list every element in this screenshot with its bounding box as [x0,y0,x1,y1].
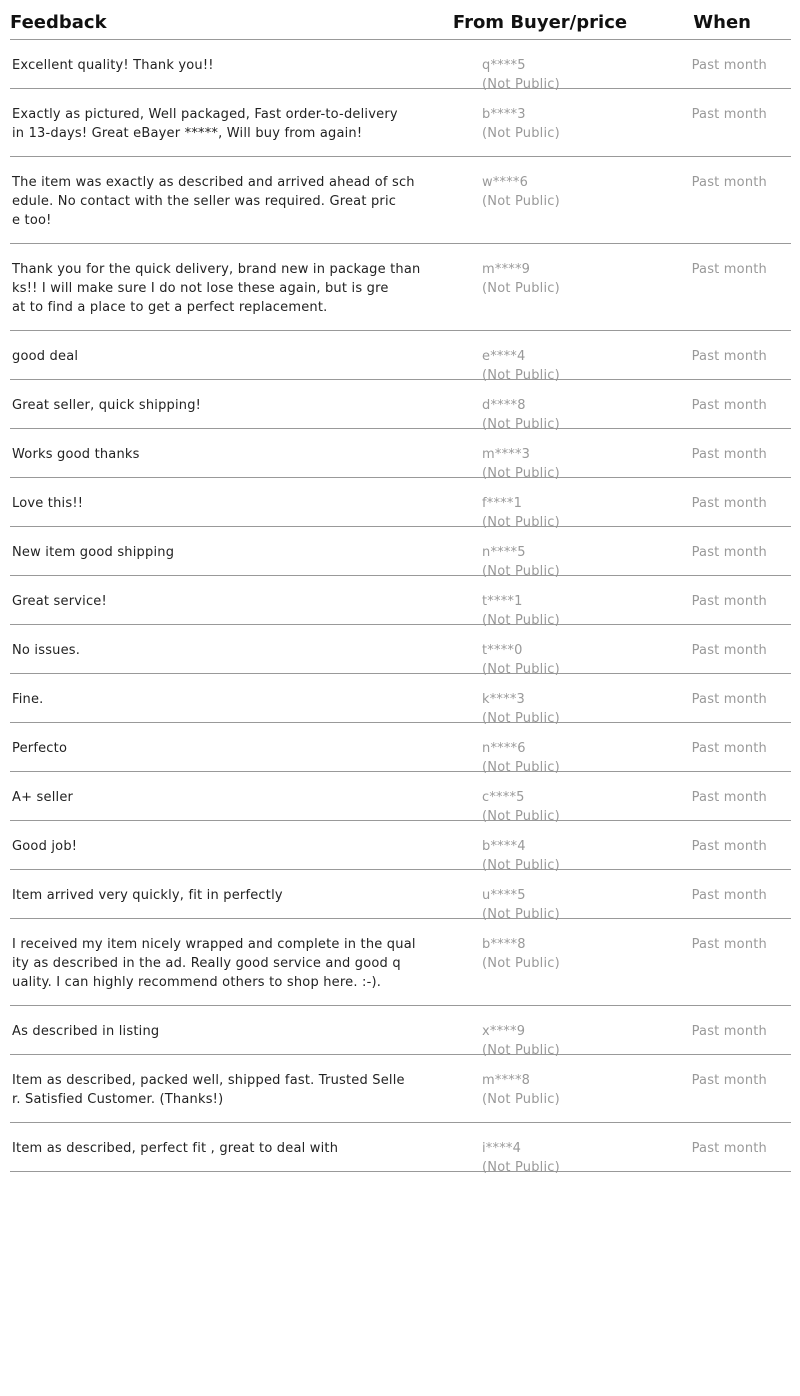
feedback-when: Past month [691,741,767,756]
feedback-when: Past month [691,692,767,707]
price-not-public: (Not Public) [482,194,560,209]
feedback-comment: A+ seller [12,790,74,805]
feedback-when: Past month [691,496,767,511]
table-row [10,625,791,677]
buyer-cell [432,772,682,824]
buyer-id: b****3 [482,107,526,122]
price-not-public: (Not Public) [482,907,560,922]
table-row [10,429,791,481]
price-not-public: (Not Public) [482,858,560,873]
price-not-public: (Not Public) [482,515,560,530]
buyer-cell [432,576,682,628]
feedback-when: Past month [691,594,767,609]
price-not-public: (Not Public) [482,711,560,726]
buyer-id: b****8 [482,937,526,952]
buyer-cell [432,331,682,383]
price-not-public: (Not Public) [482,613,560,628]
feedback-comment: No issues. [12,643,81,658]
table-row [10,331,791,383]
header-buyer-price: From Buyer/price [452,12,628,33]
feedback-comment: As described in listing [12,1024,160,1039]
feedback-comment: Fine. [12,692,44,707]
feedback-rows [10,40,791,1175]
price-not-public: (Not Public) [482,126,560,141]
feedback-when: Past month [691,175,767,190]
feedback-comment: Item as described, perfect fit , great to deal with [12,1141,339,1156]
buyer-id: q****5 [482,58,526,73]
feedback-when: Past month [691,1141,767,1156]
price-not-public: (Not Public) [482,662,560,677]
buyer-cell [432,380,682,432]
table-row [10,821,791,873]
price-not-public: (Not Public) [482,809,560,824]
buyer-cell [432,625,682,677]
buyer-id: m****9 [482,262,531,277]
buyer-cell [432,723,682,775]
buyer-id: x****9 [482,1024,526,1039]
table-row [10,919,791,1006]
table-row [10,1123,791,1175]
feedback-comment: The item was exactly as described and arrived ahead of sch edule. No contact with the seller was required. Great pric e too! [12,175,415,228]
price-not-public: (Not Public) [482,956,560,971]
table-row [10,772,791,824]
feedback-comment: Thank you for the quick delivery, brand new in package than ks!! I will make sure I do not lose these again, but is gre at to find a place to get a perfect replacement. [12,262,421,315]
feedback-when: Past month [691,545,767,560]
buyer-cell [432,1006,682,1058]
feedback-comment: Great seller, quick shipping! [12,398,202,413]
feedback-when: Past month [691,447,767,462]
buyer-id: t****0 [482,643,523,658]
buyer-id: n****6 [482,741,526,756]
buyer-cell [432,157,682,243]
price-not-public: (Not Public) [482,281,560,296]
buyer-cell [432,919,682,1005]
table-row [10,89,791,157]
price-not-public: (Not Public) [482,368,560,383]
buyer-cell [432,527,682,579]
header-when: When [693,12,751,33]
feedback-when: Past month [691,790,767,805]
table-row [10,674,791,726]
feedback-when: Past month [691,643,767,658]
table-row [10,40,791,92]
feedback-comment: Exactly as pictured, Well packaged, Fast order-to-delivery in 13-days! Great eBayer *****, Will buy from again! [12,107,398,141]
header-feedback: Feedback [10,12,107,33]
buyer-id: m****8 [482,1073,531,1088]
price-not-public: (Not Public) [482,1092,560,1107]
buyer-cell [432,478,682,530]
buyer-id: n****5 [482,545,526,560]
feedback-when: Past month [691,349,767,364]
price-not-public: (Not Public) [482,466,560,481]
feedback-when: Past month [691,58,767,73]
price-not-public: (Not Public) [482,77,560,92]
feedback-when: Past month [691,937,767,952]
buyer-cell [432,429,682,481]
feedback-comment: Works good thanks [12,447,140,462]
buyer-id: u****5 [482,888,526,903]
price-not-public: (Not Public) [482,760,560,775]
buyer-id: c****5 [482,790,525,805]
feedback-comment: Good job! [12,839,78,854]
table-row [10,870,791,922]
feedback-when: Past month [691,262,767,277]
buyer-cell [432,1123,682,1175]
feedback-comment: New item good shipping [12,545,175,560]
buyer-id: w****6 [482,175,529,190]
feedback-when: Past month [691,1073,767,1088]
price-not-public: (Not Public) [482,1160,560,1175]
buyer-cell [432,89,682,156]
feedback-table [10,0,791,1175]
table-header [10,0,791,40]
table-row [10,576,791,628]
price-not-public: (Not Public) [482,417,560,432]
feedback-comment: I received my item nicely wrapped and complete in the qual ity as described in the ad. Really good service and good q uality. I can highly recommend others to shop here. :-). [12,937,416,990]
buyer-id: f****1 [482,496,523,511]
table-row [10,1006,791,1058]
buyer-cell [432,1055,682,1122]
buyer-cell [432,674,682,726]
buyer-cell [432,821,682,873]
feedback-comment: Love this!! [12,496,84,511]
feedback-when: Past month [691,107,767,122]
buyer-id: i****4 [482,1141,522,1156]
feedback-comment: Great service! [12,594,107,609]
feedback-comment: good deal [12,349,79,364]
feedback-when: Past month [691,839,767,854]
price-not-public: (Not Public) [482,564,560,579]
feedback-when: Past month [691,1024,767,1039]
buyer-id: m****3 [482,447,531,462]
buyer-id: t****1 [482,594,523,609]
feedback-comment: Item as described, packed well, shipped fast. Trusted Selle r. Satisfied Customer. (Thanks!) [12,1073,405,1107]
buyer-id: b****4 [482,839,526,854]
feedback-comment: Excellent quality! Thank you!! [12,58,214,73]
feedback-when: Past month [691,888,767,903]
table-row [10,1055,791,1123]
table-row [10,157,791,244]
feedback-when: Past month [691,398,767,413]
table-row [10,244,791,331]
buyer-cell [432,870,682,922]
buyer-cell [432,244,682,330]
buyer-cell [432,40,682,92]
feedback-comment: Item arrived very quickly, fit in perfectly [12,888,283,903]
buyer-id: e****4 [482,349,526,364]
buyer-id: k****3 [482,692,525,707]
table-row [10,527,791,579]
table-row [10,723,791,775]
price-not-public: (Not Public) [482,1043,560,1058]
table-row [10,478,791,530]
buyer-id: d****8 [482,398,526,413]
feedback-comment: Perfecto [12,741,68,756]
table-row [10,380,791,432]
